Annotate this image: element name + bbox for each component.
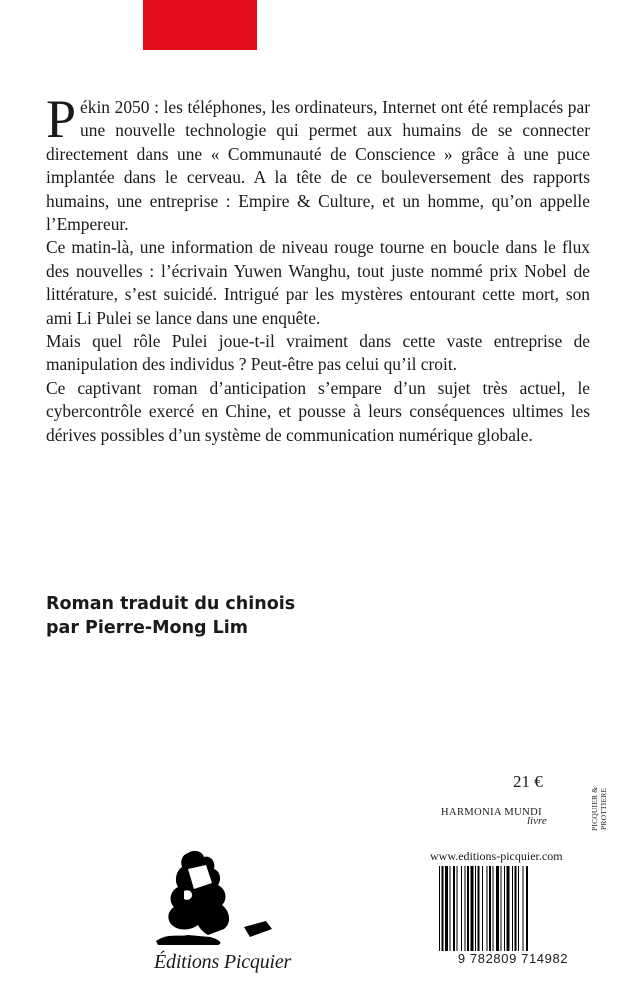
blurb-paragraph-1	[46, 89, 590, 236]
translator-credit	[46, 592, 295, 640]
red-color-band	[143, 0, 257, 50]
publisher-website[interactable]: www.editions-picquier.com	[430, 849, 563, 863]
blurb-paragraph-2: Ce matin-là, une information de niveau rouge tourne en boucle dans le flux des nouvelles : l’écrivain Yuwen Wanghu, tout juste nommé prix Nobel de littérature, s’est suicidé. Intrigué par les mystères entourant cette mort, son ami Li Pulei se lance dans une enquête.	[46, 237, 590, 328]
drop-cap: P	[46, 89, 77, 149]
back-cover-blurb	[46, 89, 590, 447]
isbn-number: 9 782809 714982	[457, 951, 569, 966]
blurb-paragraph-4: Ce captivant roman d’anticipation s’empare d’un sujet très actuel, le cybercontrôle exercé en Chine, et pousse à leurs conséquences ultimes les dérives possibles d’un système de communication numérique globale.	[46, 377, 590, 445]
isbn-barcode	[437, 866, 589, 951]
distributor-name: HARMONIA MUNDI	[441, 807, 542, 818]
vertical-imprint-mark: PICQUIER & PROTTIERE	[590, 786, 608, 832]
reading-figure-logo-icon	[148, 845, 284, 947]
price: 21 €	[513, 772, 543, 791]
translator-line-1: Roman traduit du chinois	[46, 594, 296, 614]
blurb-text-1: ékin 2050 : les téléphones, les ordinateurs, Internet ont été remplacés par une nouvelle technologie qui permet aux humains de se connecter directement dans une « Communauté de Conscience » grâce à une puce implantée dans le cerveau. A la tête de ce bouleversement des rapports humains, une entreprise : Empire & Culture, et un homme, qu’on appelle l’Empereur.	[46, 97, 590, 235]
blurb-paragraph-3: Mais quel rôle Pulei joue-t-il vraiment dans cette vaste entreprise de manipulation des individus ? Peut-être pas celui qu’il croit.	[46, 331, 590, 375]
translator-line-2: par Pierre-Mong Lim	[46, 618, 249, 638]
distributor-sub: livre	[527, 815, 547, 827]
publisher-name: Éditions Picquier	[154, 951, 292, 973]
